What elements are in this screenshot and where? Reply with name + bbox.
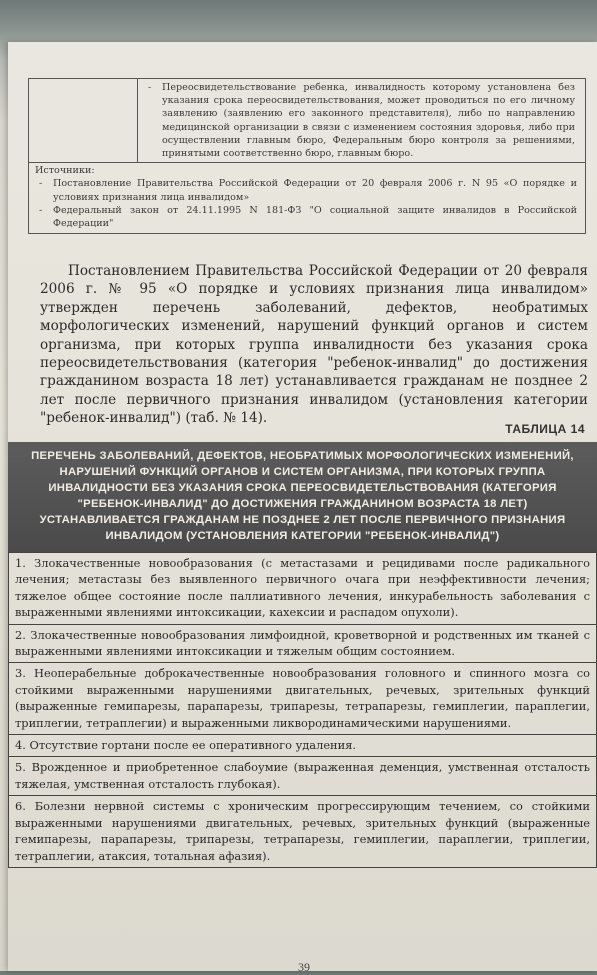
book-page <box>8 42 597 974</box>
table-row: 5. Врожденное и приобретенное слабоумие (выраженная деменция, умственная отсталость тяжелая, умственная отсталость глубокая). <box>8 757 597 796</box>
table-row: 1. Злокачественные новообразования (с метастазами и рецидивами после радикального лечения; метастазы без выявленного первичного очага при неэффективности лечения; тяжелое общее состояние после паллиативного лечения, инкурабельность заболевания с выраженными явлениями интоксикации, кахексии и распадом опухоли). <box>8 552 597 625</box>
table-row: 3. Неоперабельные доброкачественные новообразования головного и спинного мозга со стойкими выраженными нарушениями двигательных, речевых, зрительных функций (выраженные гемипарезы, парапарезы, трипарезы, тетрапарезы, гемиплегии, параплегии, триплегии, тетраплегии) и выраженными ликвородинамическими нарушениями. <box>8 663 597 735</box>
source-item: - Постановление Правительства Российской Федерации от 20 февраля 2006 г. N 95 «О порядке и условиях признания лица инвалидом» <box>35 177 577 203</box>
table-14 <box>8 442 597 868</box>
table-row: 4. Отсутствие гортани после ее оперативного удаления. <box>8 735 597 757</box>
continuation-text: - Переосвидетельствование ребенка, инвалидность которому установлена без указания срока переосвидетельствования, может проводиться по его личному заявлению (заявлению его законного представителя), либо по направлению медицинской организации в связи с изменением состояния здоровья, либо при осуществлении главным бюро, Федеральным бюро контроля за решениями, принятыми соответственно бюро, главным бюро. <box>144 81 575 160</box>
sources-block <box>29 163 585 233</box>
sources-label: Источники: <box>35 165 95 177</box>
continuation-table <box>28 78 586 234</box>
empty-cell <box>29 79 138 162</box>
body-paragraph: Постановлением Правительства Российской Федерации от 20 февраля 2006 г. № 95 «О порядке и условиях признания лица инвалидом» утвержден перечень заболеваний, дефектов, необратимых морфологических изменений, нарушений функций органов и систем организма, при которых группа инвалидности без указания срока переосвидетельствования (категория "ребенок-инвалид" до достижения гражданином возраста 18 лет) устанавливается гражданам не позднее 2 лет после первичного признания инвалидом (установления категории "ребенок-инвалид") (таб. № 14). <box>40 263 588 427</box>
page-number: 39 <box>298 960 310 974</box>
table-row: 2. Злокачественные новообразования лимфоидной, кроветворной и родственных им тканей с выраженными явлениями интоксикации и тяжелым общим состоянием. <box>8 625 597 664</box>
table-row: 6. Болезни нервной системы с хроническим прогрессирующим течением, со стойкими выраженными нарушениями двигательных, речевых, зрительных функций (выраженные гемипарезы, парапарезы, трипарезы, тетрапарезы, гемиплегии, параплегии, триплегии, тетраплегии, атаксия, тотальная афазия). <box>8 796 597 868</box>
table-header: ПЕРЕЧЕНЬ ЗАБОЛЕВАНИЙ, ДЕФЕКТОВ, НЕОБРАТИМЫХ МОРФОЛОГИЧЕСКИХ ИЗМЕНЕНИЙ, НАРУШЕНИЙ ФУНКЦИЙ ОРГАНОВ И СИСТЕМ ОРГАНИЗМА, ПРИ КОТОРЫХ ГРУППА ИНВАЛИДНОСТИ БЕЗ УКАЗАНИЯ СРОКА ПЕРЕОСВИДЕТЕЛЬСТВОВАНИЯ (КАТЕГОРИЯ "РЕБЕНОК-ИНВАЛИД" ДО ДОСТИЖЕНИЯ ГРАЖДАНИНОМ ВОЗРАСТА 18 ЛЕТ) УСТАНАВЛИВАЕТСЯ ГРАЖДАНАМ НЕ ПОЗДНЕЕ 2 ЛЕТ ПОСЛЕ ПЕРВИЧНОГО ПРИЗНАНИЯ ИНВАЛИДОМ (УСТАНОВЛЕНИЯ КАТЕГОРИИ "РЕБЕНОК-ИНВАЛИД") <box>8 442 597 552</box>
table-label: ТАБЛИЦА 14 <box>505 422 585 436</box>
source-item: - Федеральный закон от 24.11.1995 N 181-ФЗ "О социальной защите инвалидов в Российской Федерации" <box>35 204 577 230</box>
